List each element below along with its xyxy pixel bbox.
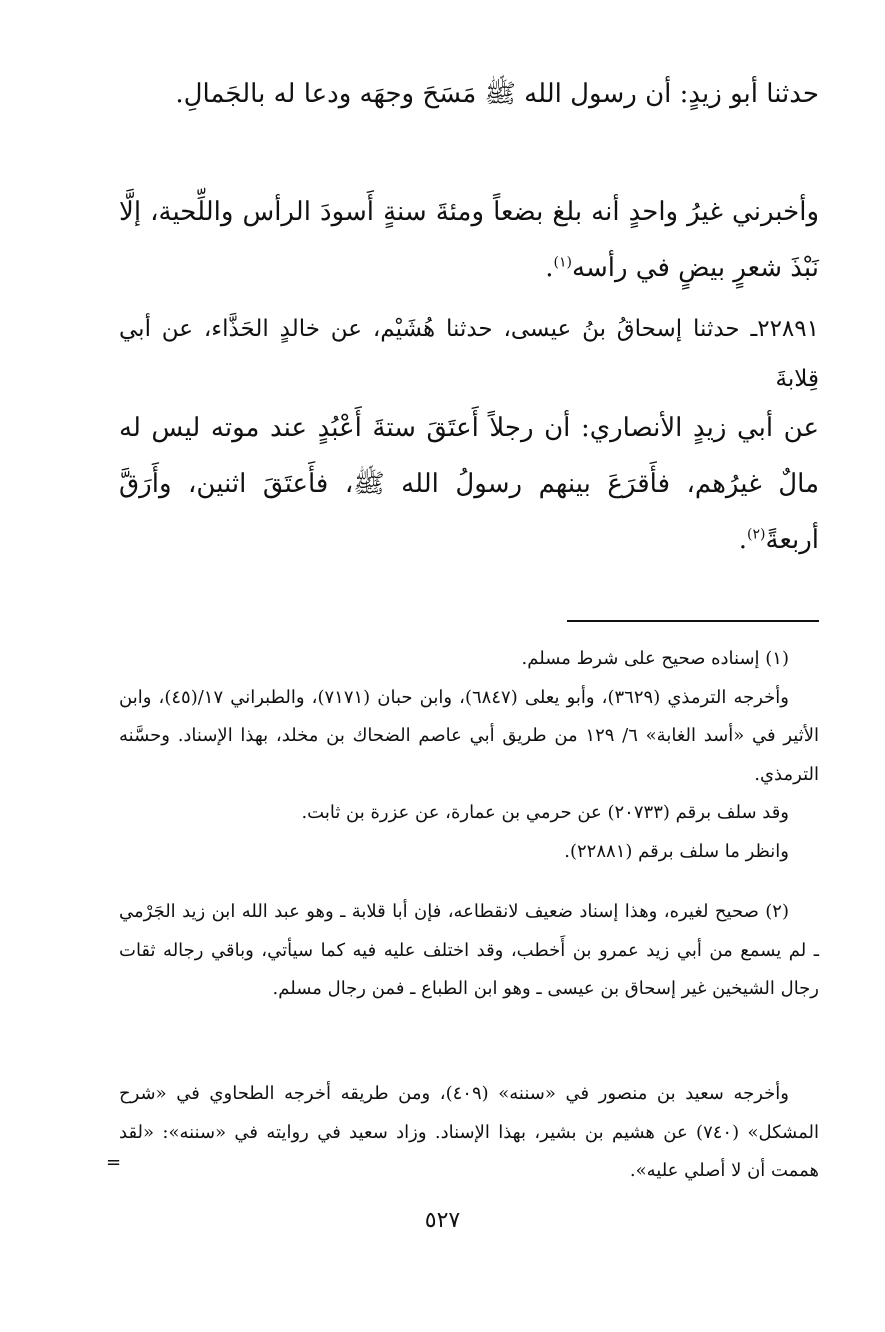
page-number: ٥٢٧ xyxy=(424,1208,461,1233)
paragraph-body: عن أبي زيدٍ الأنصاري: أن رجلاً أَعتَقَ ستةَ أَعْبُدٍ عند موته ليس له مالٌ غيرُهم، فأَقرَعَ بينهم رسولُ الله ﷺ، فأَعتَقَ اثنين، وأَرَقَّ أربعةً xyxy=(119,413,819,555)
footnote-line: وأخرجه سعيد بن منصور في «سننه» (٤٠٩)، ومن طريقه أخرجه الطحاوي في «شرح المشكل» (٧٤٠) عن هشيم بن بشير، بهذا الإسناد. وزاد سعيد في روايته في «سننه»: «لقد هممت أن لا أصلي عليه». xyxy=(119,1083,819,1181)
paragraph-hadith-1 xyxy=(119,66,819,122)
paragraph-end: . xyxy=(738,525,748,555)
footnote-line: وقد سلف برقم (٢٠٧٣٣) عن حرمي بن عمارة، عن عزرة بن ثابت. xyxy=(301,802,789,823)
footnote-2-continued xyxy=(119,1075,819,1191)
paragraph-hadith-2 xyxy=(119,400,819,568)
footnote-marker: (٢) xyxy=(747,526,766,543)
continuation-mark: = xyxy=(106,1152,122,1173)
footnote-line: (١) إسناده صحيح على شرط مسلم. xyxy=(521,648,789,669)
paragraph-text xyxy=(119,400,819,568)
hadith-isnad xyxy=(119,304,819,404)
footnote-1 xyxy=(119,640,819,871)
footnote-separator xyxy=(567,620,819,622)
footnote-line: وانظر ما سلف برقم (٢٢٨٨١). xyxy=(564,840,789,862)
paragraph-end: . xyxy=(545,253,554,283)
footnote-2 xyxy=(119,893,819,1009)
paragraph-hadith-1-continued xyxy=(119,184,819,296)
paragraph-text xyxy=(119,184,819,296)
footnote-line: وأخرجه الترمذي (٣٦٢٩)، وأبو يعلى (٦٨٤٧)، وابن حبان (٧١٧١)، والطبراني ١٧/(٤٥)، وابن الأثير في «أسد الغابة» ٦/ ١٢٩ من طريق أبي عاصم الضحاك بن مخلد، بهذا الإسناد. وحسَّنه الترمذي. xyxy=(119,686,819,785)
footnote-marker: (١) xyxy=(553,254,572,271)
paragraph-body: وأخبرني غيرُ واحدٍ أنه بلغ بضعاً ومئةَ سنةٍ أَسودَ الرأس واللِّحية، إلَّا نَبْذَ شعرٍ بيضٍ في رأسه xyxy=(119,197,819,283)
footnote-line: (٢) صحيح لغيره، وهذا إسناد ضعيف لانقطاعه، فإن أبا قلابة ـ وهو عبد الله ابن زيد الجَرْمي ـ لم يسمع من أبي زيد عمرو بن أَخطب، وقد اختلف عليه فيه كما سيأتي، وباقي رجاله ثقات رجال الشيخين غير إسحاق بن عيسى ـ وهو ابن الطباع ـ فمن رجال مسلم. xyxy=(119,901,819,999)
isnad-text: ٢٢٨٩١ـ حدثنا إسحاقُ بنُ عيسى، حدثنا هُشَيْم، عن خالدٍ الحَذَّاء، عن أبي قِلابةَ xyxy=(119,316,819,392)
paragraph-text: حدثنا أبو زيدٍ: أن رسول الله ﷺ مَسَحَ وجهَه ودعا له بالجَمالِ. xyxy=(175,79,819,109)
